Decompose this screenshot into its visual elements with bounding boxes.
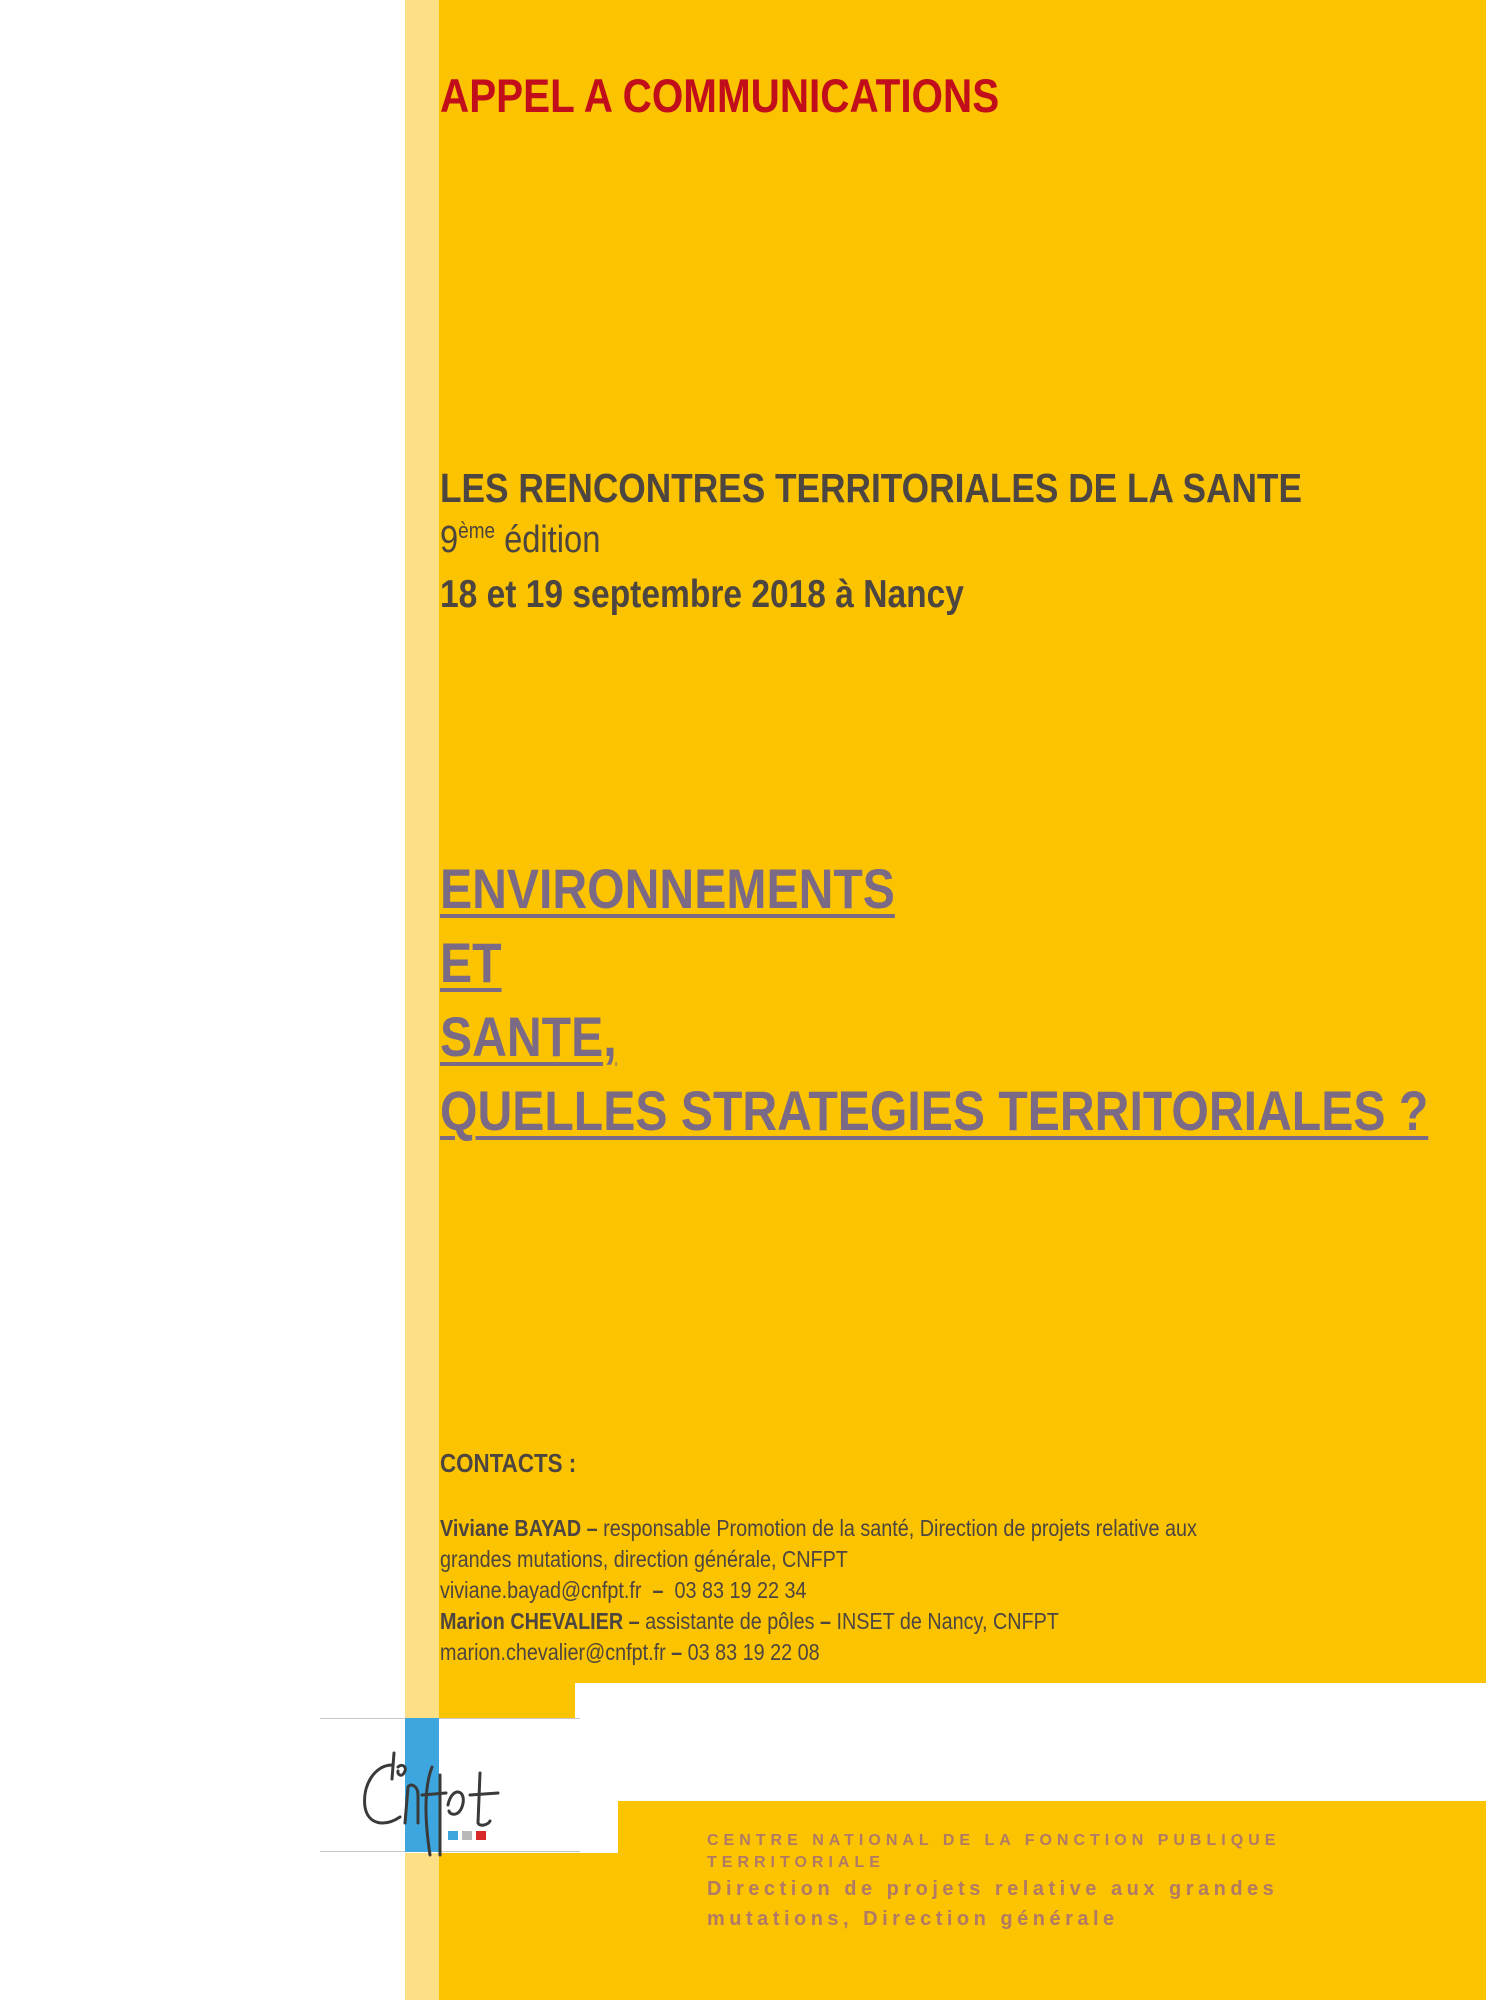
logo-rule-top bbox=[320, 1718, 580, 1719]
contact-1-name: Viviane BAYAD – bbox=[440, 1515, 598, 1541]
event-edition bbox=[440, 518, 600, 562]
footer-line: Direction de projets relative aux grandes bbox=[707, 1878, 1279, 1900]
theme-line: ENVIRONNEMENTS bbox=[440, 857, 895, 920]
contacts-heading: CONTACTS : bbox=[440, 1448, 577, 1478]
page-title: APPEL A COMMUNICATIONS bbox=[440, 69, 1000, 122]
contact-2-role: assistante de pôles bbox=[645, 1608, 815, 1634]
footer-line: TERRITORIALE bbox=[707, 1854, 885, 1871]
theme-line: SANTE, bbox=[440, 1005, 617, 1068]
contact-1-role-line-2: grandes mutations, direction générale, CNFPT bbox=[440, 1546, 848, 1572]
contact-2-org: INSET de Nancy, CNFPT bbox=[836, 1608, 1059, 1634]
contact-1-details bbox=[440, 1575, 1197, 1606]
edition-word: édition bbox=[504, 519, 601, 561]
event-name: LES RENCONTRES TERRITORIALES DE LA SANTE bbox=[440, 465, 1302, 511]
contact-2-phone: 03 83 19 22 08 bbox=[687, 1639, 820, 1665]
event-date-place: 18 et 19 septembre 2018 à Nancy bbox=[440, 573, 964, 616]
white-band bbox=[575, 1683, 1486, 1801]
contact-2-name: Marion CHEVALIER – bbox=[440, 1608, 640, 1634]
contact-1-phone: 03 83 19 22 34 bbox=[674, 1577, 807, 1603]
theme-line: QUELLES STRATEGIES TERRITORIALES ? bbox=[440, 1079, 1429, 1142]
edition-suffix: ème bbox=[458, 518, 495, 543]
contact-2-email[interactable]: marion.chevalier@cnfpt.fr bbox=[440, 1639, 666, 1665]
contact-2-role-line bbox=[440, 1606, 1197, 1637]
contact-2-details bbox=[440, 1637, 1197, 1668]
contact-1-email[interactable]: viviane.bayad@cnfpt.fr bbox=[440, 1577, 642, 1603]
cnfpt-logo-icon bbox=[350, 1745, 550, 1865]
theme-line: ET bbox=[440, 931, 502, 994]
edition-number: 9 bbox=[440, 519, 459, 561]
contact-1-separator: – bbox=[652, 1577, 664, 1603]
contact-2-separator-2: – bbox=[671, 1639, 683, 1665]
contacts-block bbox=[440, 1448, 1197, 1668]
theme-heading bbox=[440, 852, 1428, 1148]
light-side-stripe bbox=[405, 0, 439, 2000]
contact-1-role: responsable Promotion de la santé, Direction de projets relative aux bbox=[603, 1515, 1197, 1541]
footer-organization bbox=[707, 1830, 1280, 1934]
contact-1-role-line bbox=[440, 1513, 1197, 1544]
footer-line: CENTRE NATIONAL DE LA FONCTION PUBLIQUE bbox=[707, 1832, 1281, 1849]
footer-line: mutations, Direction générale bbox=[707, 1908, 1119, 1930]
contact-2-separator: – bbox=[819, 1608, 831, 1634]
